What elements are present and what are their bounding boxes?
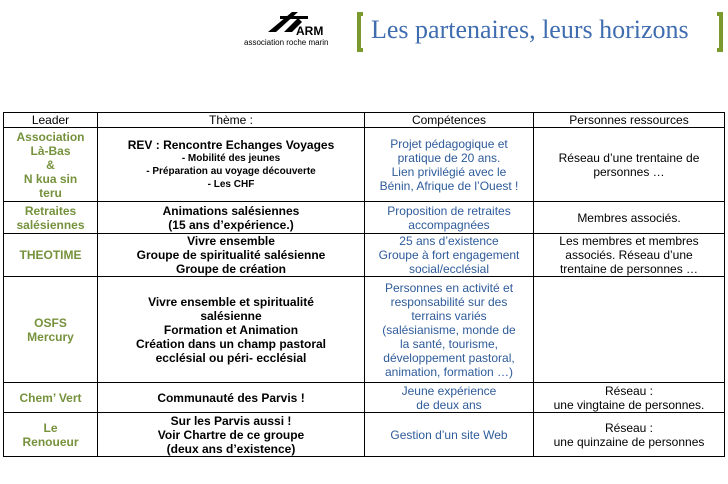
theme-cell-line: (15 ans d’expérience.) xyxy=(168,217,294,232)
theme-cell xyxy=(98,234,365,277)
theme-cell-line: Communauté des Parvis ! xyxy=(157,390,305,405)
theme-cell-line: Vivre ensemble et spiritualité xyxy=(148,294,314,309)
competences-cell-line: développement pastoral, xyxy=(383,350,515,365)
theme-cell-line: Création dans un champ pastoral xyxy=(135,336,327,351)
leader-cell xyxy=(4,413,98,457)
theme-cell-line: Groupe de spiritualité salésienne xyxy=(136,248,326,262)
partners-table xyxy=(3,112,725,457)
leader-cell xyxy=(4,202,98,234)
theme-sub-line: - Préparation au voyage découverte xyxy=(146,166,316,177)
table-row xyxy=(4,128,725,202)
competences-cell-line: de deux ans xyxy=(416,397,482,412)
col-header-theme: Thème : xyxy=(98,113,365,128)
theme-cell-line: salésienne xyxy=(200,308,262,323)
leader-cell-line: & xyxy=(46,157,55,172)
competences-cell xyxy=(365,277,534,383)
theme-cell xyxy=(98,202,365,234)
competences-cell-line: (salésianisme, monde de xyxy=(382,322,516,337)
ressources-cell-line: une vingtaine de personnes. xyxy=(553,397,705,412)
table-row xyxy=(4,383,725,413)
competences-cell-line: Projet pédagogique et xyxy=(390,136,508,151)
logo-text: ARM xyxy=(296,24,324,38)
ressources-cell xyxy=(534,277,725,383)
theme-cell-line: REV : Rencontre Echanges Voyages xyxy=(127,138,335,152)
competences-cell-line: animation, formation …) xyxy=(384,364,514,379)
theme-sub-line: - Mobilité des jeunes xyxy=(181,153,281,164)
competences-cell-line: accompagnées xyxy=(408,217,490,232)
competences-cell-line: Groupe à fort engagement xyxy=(378,248,520,262)
leader-cell-line: teru xyxy=(39,185,62,200)
competences-cell-line: social/ecclésial xyxy=(408,262,490,276)
competences-cell xyxy=(365,383,534,413)
leader-cell-line: Association xyxy=(16,129,85,144)
ressources-cell-line: associés. Réseau d’une xyxy=(565,248,693,262)
table-row xyxy=(4,413,725,457)
theme-cell-line: Voir Chartre de ce groupe xyxy=(157,427,305,442)
left-bracket xyxy=(357,12,363,52)
col-header-leader: Leader xyxy=(4,113,98,128)
ressources-cell-line: une quinzaine de personnes xyxy=(553,434,705,449)
logo-tagline: association roche marin xyxy=(244,38,329,47)
ressources-cell xyxy=(534,202,725,234)
ressources-cell-line: Réseau d’une trentaine de xyxy=(558,150,700,165)
theme-cell-line: Animations salésiennes xyxy=(162,203,300,218)
theme-cell xyxy=(98,413,365,457)
theme-sub-line: - Les CHF xyxy=(207,179,255,190)
leader-cell-line: salésiennes xyxy=(16,217,85,232)
competences-cell xyxy=(365,413,534,457)
leader-cell xyxy=(4,383,98,413)
col-header-competences: Compétences xyxy=(365,113,534,128)
leader-cell-line: Là-Bas xyxy=(30,143,71,158)
leader-cell-line: Mercury xyxy=(27,329,74,344)
leader-cell-line: Le xyxy=(43,420,58,435)
arm-logo xyxy=(240,10,332,50)
table-row xyxy=(4,277,725,383)
leader-cell xyxy=(4,277,98,383)
ressources-cell-line: trentaine de personnes … xyxy=(559,262,699,276)
competences-cell-line: terrains variés xyxy=(411,308,487,323)
leader-cell-line: Chem’ Vert xyxy=(19,390,82,405)
competences-cell-line: Lien privilégié avec le xyxy=(391,164,507,179)
ressources-cell xyxy=(534,234,725,277)
competences-cell-line: responsabilité sur des xyxy=(390,294,508,309)
competences-cell-line: Proposition de retraites xyxy=(387,203,511,218)
theme-cell-line: Groupe de création xyxy=(175,262,287,276)
theme-cell-line: Formation et Animation xyxy=(163,322,299,337)
ressources-cell-line: Réseau : xyxy=(604,383,654,398)
theme-cell xyxy=(98,128,365,202)
leader-cell-line: THEOTIME xyxy=(19,248,82,262)
ressources-cell-line: Réseau : xyxy=(604,420,654,435)
competences-cell-line: pratique de 20 ans. xyxy=(397,150,501,165)
competences-cell-line: Jeune expérience xyxy=(401,383,497,398)
arm-logo-icon xyxy=(240,10,332,40)
competences-cell xyxy=(365,234,534,277)
competences-cell xyxy=(365,202,534,234)
leader-cell-line: Renoueur xyxy=(22,434,79,449)
competences-cell-line: Bénin, Afrique de l’Ouest ! xyxy=(379,178,519,193)
competences-cell-line: Personnes en activité et xyxy=(384,280,514,295)
theme-cell-line: Vivre ensemble xyxy=(187,234,275,248)
theme-cell-line: Sur les Parvis aussi ! xyxy=(170,413,292,428)
leader-cell xyxy=(4,234,98,277)
leader-cell-line: OSFS xyxy=(34,315,67,330)
leader-cell-line: N kua sin xyxy=(23,171,78,186)
leader-cell xyxy=(4,128,98,202)
theme-cell xyxy=(98,277,365,383)
theme-cell-line: (deux ans d’existence) xyxy=(166,441,296,456)
theme-cell-line: ecclésial ou péri- ecclésial xyxy=(155,350,307,365)
ressources-cell xyxy=(534,128,725,202)
ressources-cell xyxy=(534,383,725,413)
competences-cell xyxy=(365,128,534,202)
page-title: Les partenaires, leurs horizons xyxy=(371,15,689,44)
leader-cell-line: Retraites xyxy=(24,203,77,218)
competences-cell-line: 25 ans d’existence xyxy=(399,234,499,248)
competences-cell-line: Gestion d’un site Web xyxy=(390,427,508,442)
col-header-ressources: Personnes ressources xyxy=(534,113,725,128)
table-header-row xyxy=(4,113,725,128)
competences-cell-line: la santé, tourisme, xyxy=(399,336,499,351)
theme-cell xyxy=(98,383,365,413)
ressources-cell-line: Les membres et membres xyxy=(559,234,699,248)
right-bracket xyxy=(717,12,723,52)
ressources-cell xyxy=(534,413,725,457)
ressources-cell-line: personnes … xyxy=(593,164,665,179)
table-row xyxy=(4,234,725,277)
ressources-cell-line: Membres associés. xyxy=(577,210,681,225)
table-row xyxy=(4,202,725,234)
